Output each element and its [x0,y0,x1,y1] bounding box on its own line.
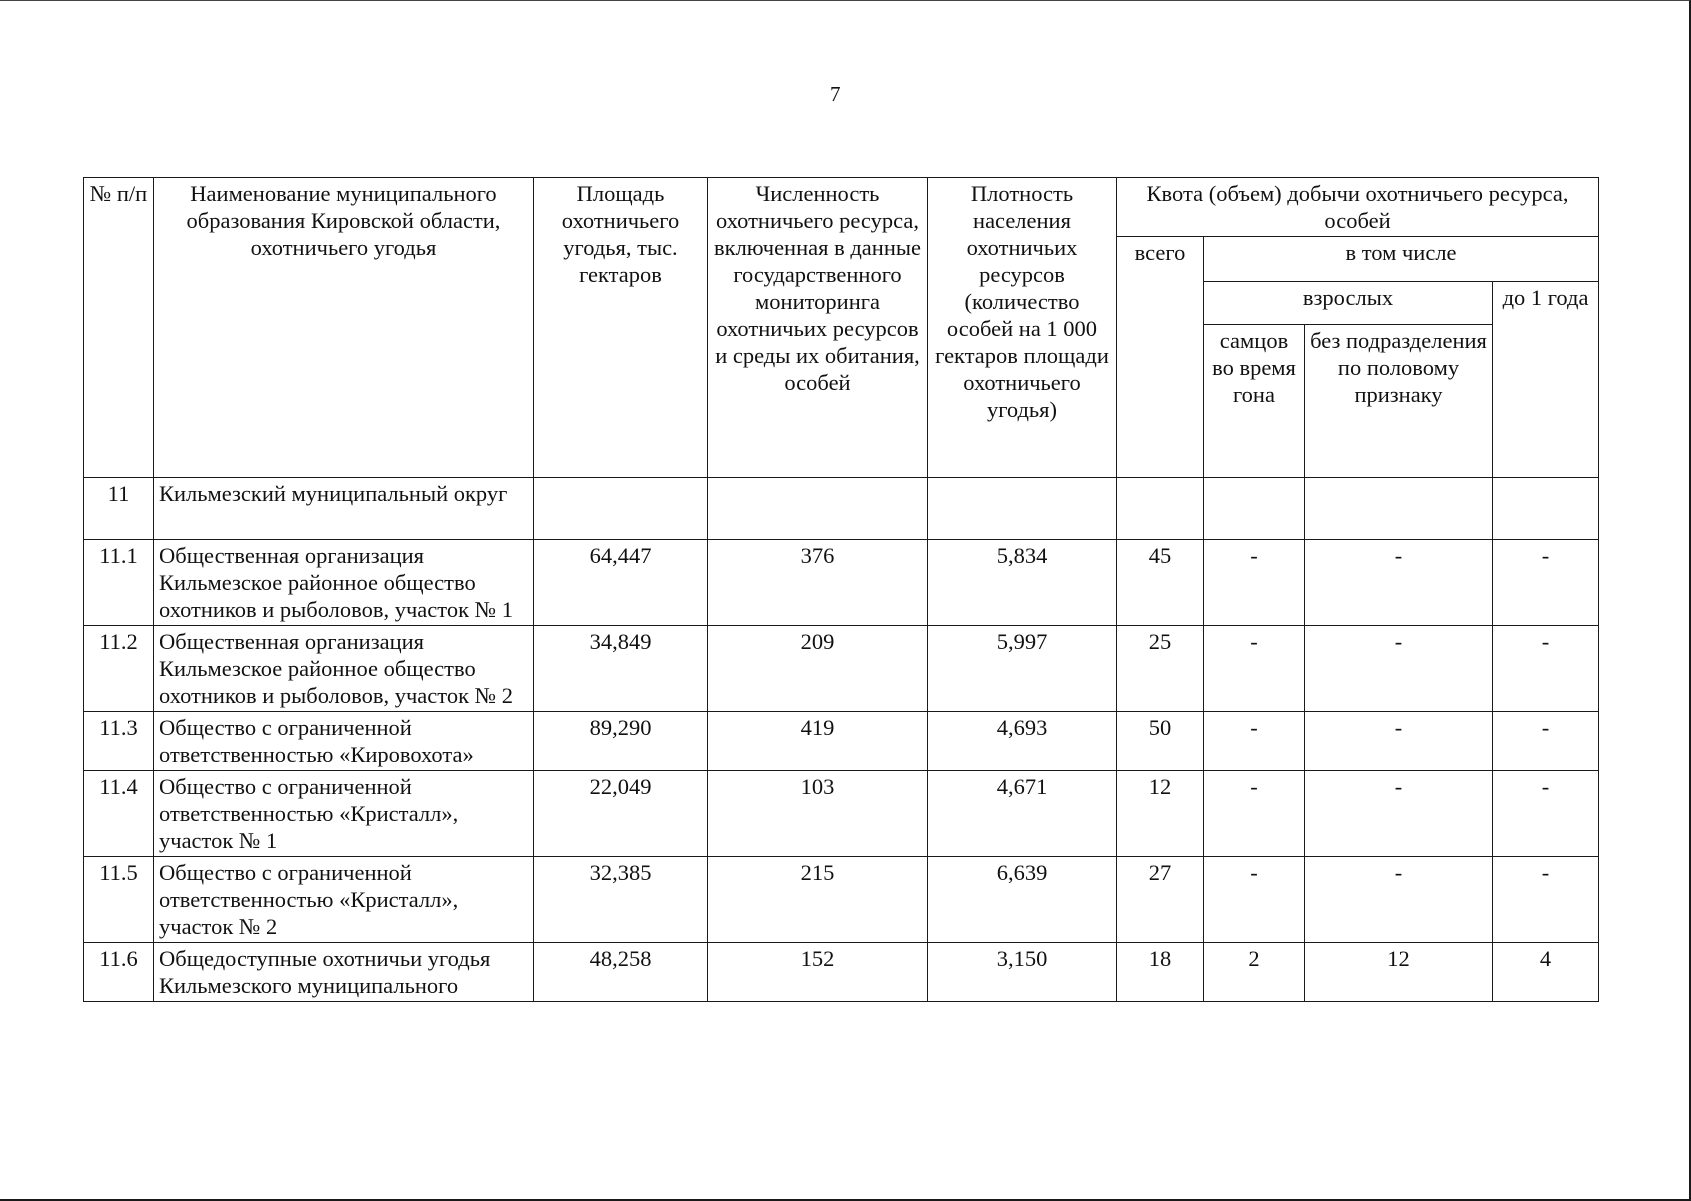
row-area: 22,049 [534,771,708,857]
header-density: Плотность населения охотничьих ресурсов (количество особей на 1 000 гектаров площади охотничьего угодья) [928,178,1117,478]
row-total: 45 [1117,540,1204,626]
table-row [84,857,1599,943]
row-area: 34,849 [534,626,708,712]
row-nosex: - [1305,540,1493,626]
row-count: 152 [708,943,928,1002]
row-density: 6,639 [928,857,1117,943]
row-total: 25 [1117,626,1204,712]
row-num: 11.3 [84,712,154,771]
table-row [84,540,1599,626]
row-young: - [1493,857,1599,943]
row-num: 11.4 [84,771,154,857]
header-count: Численность охотничьего ресурса, включенная в данные государственного мониторинга охотничьих ресурсов и среды их обитания, особей [708,178,928,478]
row-nosex: 12 [1305,943,1493,1002]
header-including: в том числе [1204,237,1599,282]
row-young: - [1493,540,1599,626]
row-area: 48,258 [534,943,708,1002]
row-total: 18 [1117,943,1204,1002]
quota-table [83,177,1599,1002]
row-num: 11.5 [84,857,154,943]
row-nosex: - [1305,771,1493,857]
header-total: всего [1117,237,1204,478]
row-count: 215 [708,857,928,943]
row-young: - [1493,771,1599,857]
row-count: 419 [708,712,928,771]
row-name: Общедоступные охотничьи угодья Кильмезского муниципального [154,943,534,1002]
row-area: 32,385 [534,857,708,943]
header-nosex: без подразделения по половому признаку [1305,325,1493,478]
row-males: - [1204,540,1305,626]
row-density: 5,834 [928,540,1117,626]
header-quota: Квота (объем) добычи охотничьего ресурса, особей [1117,178,1599,237]
row-num: 11.1 [84,540,154,626]
row-young: - [1493,626,1599,712]
row-males: 2 [1204,943,1305,1002]
row-num: 11.6 [84,943,154,1002]
row-density: 3,150 [928,943,1117,1002]
row-name: Общественная организация Кильмезское районное общество охотников и рыболовов, участок № 2 [154,626,534,712]
row-area: 89,290 [534,712,708,771]
row-name: Общественная организация Кильмезское районное общество охотников и рыболовов, участок № 1 [154,540,534,626]
table-row [84,712,1599,771]
row-total: 27 [1117,857,1204,943]
header-males: самцов во время гона [1204,325,1305,478]
row-num: 11.2 [84,626,154,712]
table-row [84,626,1599,712]
section-name: Кильмезский муниципальный округ [154,478,534,540]
page-number: 7 [830,82,841,106]
row-density: 4,671 [928,771,1117,857]
row-total: 50 [1117,712,1204,771]
row-young: - [1493,712,1599,771]
row-density: 5,997 [928,626,1117,712]
table-row [84,771,1599,857]
row-count: 209 [708,626,928,712]
row-name: Общество с ограниченной ответственностью «Кристалл», участок № 1 [154,771,534,857]
header-young: до 1 года [1493,282,1599,478]
row-males: - [1204,857,1305,943]
row-total: 12 [1117,771,1204,857]
header-num: № п/п [84,178,154,478]
row-males: - [1204,712,1305,771]
section-num: 11 [84,478,154,540]
row-nosex: - [1305,626,1493,712]
header-area: Площадь охотничьего угодья, тыс. гектаров [534,178,708,478]
row-males: - [1204,626,1305,712]
row-count: 103 [708,771,928,857]
row-young: 4 [1493,943,1599,1002]
table-row [84,943,1599,1002]
section-row [84,478,1599,540]
row-nosex: - [1305,712,1493,771]
header-adults: взрослых [1204,282,1493,325]
row-name: Общество с ограниченной ответственностью «Кировохота» [154,712,534,771]
table-header [84,178,1599,478]
row-count: 376 [708,540,928,626]
row-name: Общество с ограниченной ответственностью «Кристалл», участок № 2 [154,857,534,943]
row-area: 64,447 [534,540,708,626]
header-name: Наименование муниципального образования Кировской области, охотничьего угодья [154,178,534,478]
row-nosex: - [1305,857,1493,943]
row-density: 4,693 [928,712,1117,771]
row-males: - [1204,771,1305,857]
